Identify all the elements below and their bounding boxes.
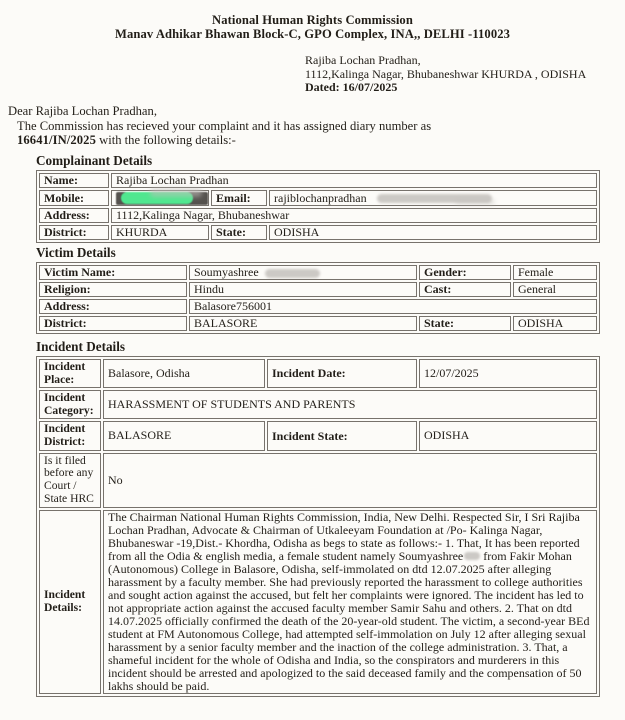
addressee-block [305, 54, 625, 95]
table-row [39, 190, 597, 206]
complainant-address-value: 1112,Kalinga Nagar, Bhubaneshwar [111, 208, 597, 223]
table-row [39, 225, 597, 240]
date-label: Dated: [305, 80, 340, 95]
diary-number: 16641/IN/2025 [17, 132, 96, 147]
incident-category-label: Incident Category: [39, 390, 101, 419]
table-row [39, 390, 597, 419]
victim-district-label: District: [39, 316, 187, 331]
org-name: National Human Rights Commission [212, 13, 413, 27]
incident-date-label: Incident Date: [267, 359, 417, 388]
victim-religion-label: Religion: [39, 282, 187, 297]
complainant-state-label: State: [211, 225, 267, 240]
redaction-victim-surname [265, 269, 320, 278]
victim-state-label: State: [419, 316, 511, 331]
letterhead [0, 0, 625, 41]
redaction-green-blob [121, 192, 193, 204]
complainant-section-heading: Complainant Details [36, 153, 153, 169]
victim-name-value [189, 265, 417, 280]
victim-state-value: ODISHA [513, 316, 597, 331]
date-value: 16/07/2025 [342, 80, 398, 95]
redaction-mobile-number [116, 192, 208, 205]
org-address: Manav Adhikar Bhawan Block-C, GPO Complex, INA,, DELHI -110023 [114, 27, 511, 41]
intro-line1: The Commission has recieved your complaint and it has assigned diary number as [17, 118, 432, 133]
victim-district-value: BALASORE [189, 316, 417, 331]
intro-line2: with the following details:- [95, 132, 236, 147]
victim-religion-value: Hindu [189, 282, 417, 297]
victim-cast-value: General [513, 282, 597, 297]
complainant-table [36, 170, 600, 243]
victim-address-label: Address: [39, 299, 187, 314]
victim-cast-label: Cast: [419, 282, 511, 297]
addressee-address: 1112,Kalinga Nagar, Bhubaneshwar KHURDA , ODISHA [305, 66, 587, 81]
victim-gender-label: Gender: [419, 265, 511, 280]
intro-paragraph [17, 119, 625, 147]
complainant-name-value: Rajiba Lochan Pradhan [111, 173, 597, 188]
incident-district-value: BALASORE [103, 421, 265, 450]
addressee-name: Rajiba Lochan Pradhan, [305, 53, 421, 67]
complainant-mobile-value [111, 190, 209, 206]
incident-court-label: Is it filed before any Court / State HRC [39, 453, 101, 508]
table-row [39, 265, 597, 280]
victim-gender-value: Female [513, 265, 597, 280]
incident-court-value: No [103, 453, 597, 508]
salutation: Dear Rajiba Lochan Pradhan, [8, 103, 157, 118]
complainant-email-value [269, 190, 597, 206]
incident-state-value: ODISHA [419, 421, 597, 450]
email-local-part: rajiblochanpradhan [274, 190, 367, 205]
table-row [39, 282, 597, 297]
table-row [39, 421, 597, 450]
complainant-email-label: Email: [211, 190, 267, 206]
complainant-district-value: KHURDA [111, 225, 209, 240]
incident-details-label: Incident Details: [39, 510, 101, 694]
table-row [39, 510, 597, 694]
table-row [39, 453, 597, 508]
letter-date [305, 81, 625, 95]
victim-section-heading: Victim Details [36, 244, 116, 260]
incident-place-label: Incident Place: [39, 359, 101, 388]
redaction-narrative-surname [464, 552, 480, 560]
table-row [39, 299, 597, 314]
incident-section-heading: Incident Details [36, 338, 126, 354]
incident-district-label: Incident District: [39, 421, 101, 450]
incident-table [36, 356, 600, 697]
table-row [39, 208, 597, 223]
incident-date-value: 12/07/2025 [419, 359, 597, 388]
victim-first-name: Soumyashree [194, 264, 259, 279]
narrative-part1: The Chairman National Human Rights Commission, India, New Delhi. Respected Sir, I Sri Rajiba Lochan Pradhan, Advocate & Chairman of Utkaleeyam Foundation at /Po- Kalinga Nagar, Bhubaneswar -19,Dist.- Khordha, Odisha as begs to state as follows:- 1. That, It has been reported from all the Odia & english media, a female student namely Soumyashree [108, 509, 580, 563]
complainant-mobile-label: Mobile: [39, 190, 109, 206]
table-row [39, 173, 597, 188]
table-row [39, 359, 597, 388]
victim-address-value: Balasore756001 [189, 299, 597, 314]
complainant-address-label: Address: [39, 208, 109, 223]
incident-place-value: Balasore, Odisha [103, 359, 265, 388]
incident-category-value: HARASSMENT OF STUDENTS AND PARENTS [103, 390, 597, 419]
redaction-email-domain [377, 194, 492, 203]
complainant-name-label: Name: [39, 173, 109, 188]
incident-state-label: Incident State: [267, 421, 417, 450]
narrative-part2: from Fakir Mohan (Autonomous) College in Balasore, Odisha, self-immolated on dtd 12.07.2025 after alleging harassment by a faculty member. She had previously reported the harassment to college authorities and sought action against the accused, but felt her complaints were ignored. The incident has led to not appropriate action against the accused faculty member Samir Sahu and others. 2. That on dtd 14.07.2025 officially confirmed the death of the 20-year-old student. The victim, a second-year BEd student at FM Autonomous College, had attempted self-immolation on July 12 after alleging sexual harassment by a senior faculty member and the inaction of the college administration. 3. That, a shameful incident for the whole of Odisha and India, so the conspirators and murderers in this incident should be arrested and apologized to the said deceased family and the compensation of 50 lakhs should be paid. [108, 548, 590, 693]
victim-table [36, 262, 600, 334]
complainant-district-label: District: [39, 225, 109, 240]
victim-name-label: Victim Name: [39, 265, 187, 280]
incident-narrative [103, 510, 597, 694]
complainant-state-value: ODISHA [269, 225, 597, 240]
table-row [39, 316, 597, 331]
